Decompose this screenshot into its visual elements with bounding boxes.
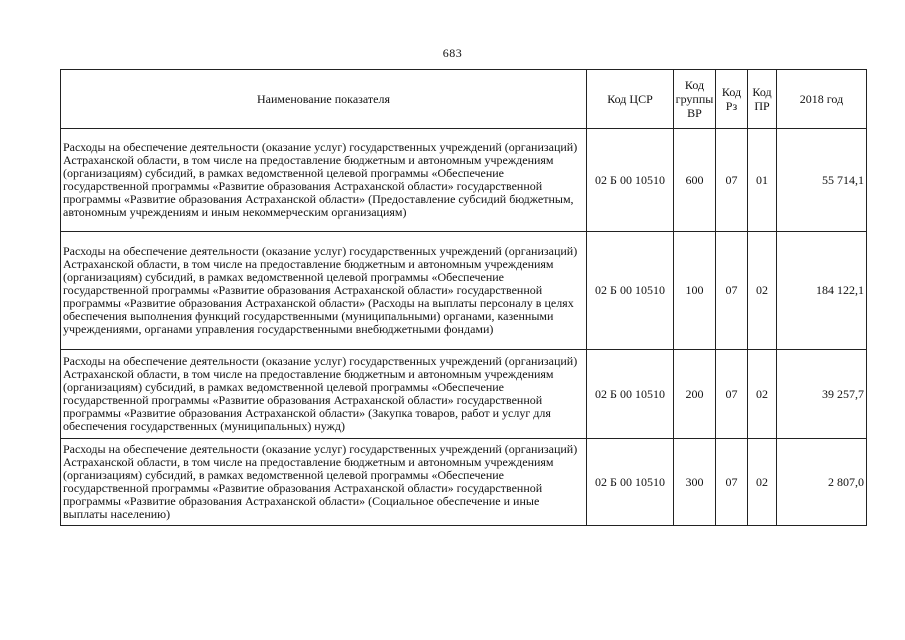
row-rz-code: 07 <box>716 232 748 350</box>
row-amount: 184 122,1 <box>777 232 867 350</box>
row-csr-code: 02 Б 00 10510 <box>587 232 674 350</box>
row-name: Расходы на обеспечение деятельности (оказание услуг) государственных учреждений (организаций) Астраханской области, в том числе на предоставление бюджетным и автономным учреждениям (организациям) субсидий, в рамках ведомственной целевой программы «Обеспечение государственной программы «Развитие образования Астраханской области» государственной программы «Развитие образования Астраханской области» (Расходы на выплаты персоналу в целях обеспечения выполнения функций государственными (муниципальными) органами, казенными учреждениями, органами управления государственными внебюджетными фондами) <box>61 232 587 350</box>
row-rz-code: 07 <box>716 350 748 439</box>
row-pr-code: 01 <box>748 129 777 232</box>
row-rz-code: 07 <box>716 129 748 232</box>
row-csr-code: 02 Б 00 10510 <box>587 129 674 232</box>
row-vr-code: 100 <box>674 232 716 350</box>
row-name: Расходы на обеспечение деятельности (оказание услуг) государственных учреждений (организаций) Астраханской области, в том числе на предоставление бюджетным и автономным учреждениям (организациям) субсидий, в рамках ведомственной целевой программы «Обеспечение государственной программы «Развитие образования Астраханской области» государственной программы «Развитие образования Астраханской области» (Предоставление субсидий бюджетным, автономным учреждениям и иным некоммерческим организациям) <box>61 129 587 232</box>
row-vr-code: 300 <box>674 439 716 526</box>
row-rz-code: 07 <box>716 439 748 526</box>
row-pr-code: 02 <box>748 232 777 350</box>
row-vr-code: 200 <box>674 350 716 439</box>
header-year: 2018 год <box>777 70 867 129</box>
row-amount: 55 714,1 <box>777 129 867 232</box>
header-pr-code: Код ПР <box>748 70 777 129</box>
table-row <box>61 350 867 439</box>
page-number: 683 <box>442 46 463 60</box>
row-name: Расходы на обеспечение деятельности (оказание услуг) государственных учреждений (организаций) Астраханской области, в том числе на предоставление бюджетным и автономным учреждениям (организациям) субсидий, в рамках ведомственной целевой программы «Обеспечение государственной программы «Развитие образования Астраханской области» государственной программы «Развитие образования Астраханской области» (Социальное обеспечение и иные выплаты населению) <box>61 439 587 526</box>
row-name: Расходы на обеспечение деятельности (оказание услуг) государственных учреждений (организаций) Астраханской области, в том числе на предоставление бюджетным и автономным учреждениям (организациям) субсидий, в рамках ведомственной целевой программы «Обеспечение государственной программы «Развитие образования Астраханской области» государственной программы «Развитие образования Астраханской области» (Закупка товаров, работ и услуг для обеспечения государственных (муниципальных) нужд) <box>61 350 587 439</box>
row-pr-code: 02 <box>748 350 777 439</box>
header-rz-code: Код Рз <box>716 70 748 129</box>
table-header-row <box>61 70 867 129</box>
table-row <box>61 232 867 350</box>
row-vr-code: 600 <box>674 129 716 232</box>
table-row <box>61 439 867 526</box>
row-csr-code: 02 Б 00 10510 <box>587 350 674 439</box>
row-amount: 2 807,0 <box>777 439 867 526</box>
row-amount: 39 257,7 <box>777 350 867 439</box>
header-csr-code: Код ЦСР <box>587 70 674 129</box>
table-row <box>61 129 867 232</box>
header-vr-code: Код группы ВР <box>674 70 716 129</box>
budget-table <box>60 69 867 526</box>
row-pr-code: 02 <box>748 439 777 526</box>
row-csr-code: 02 Б 00 10510 <box>587 439 674 526</box>
header-name: Наименование показателя <box>61 70 587 129</box>
